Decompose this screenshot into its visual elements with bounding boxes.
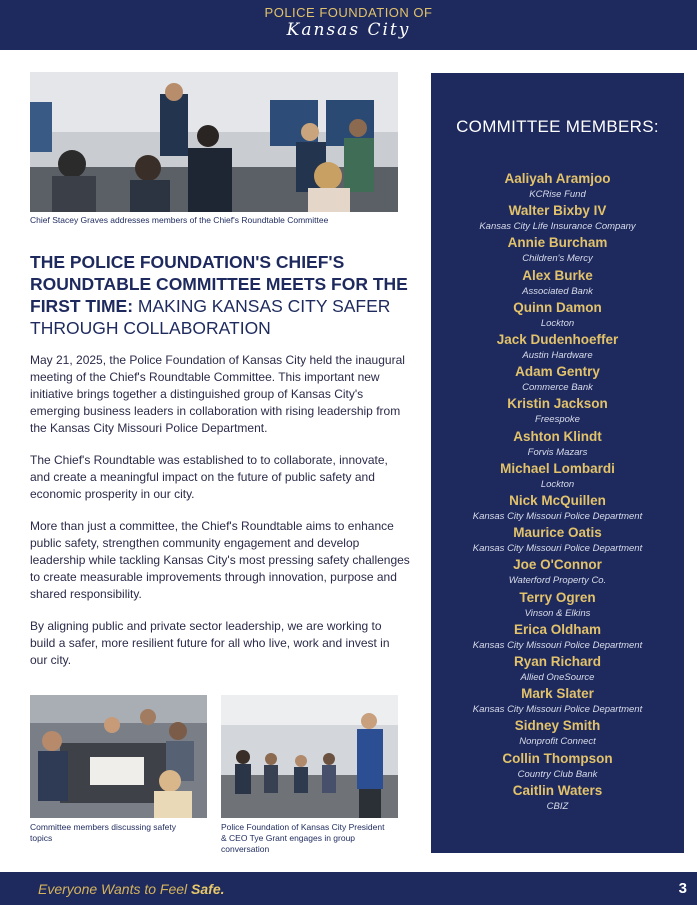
member-organization: Commerce Bank <box>522 382 593 394</box>
headline-bold: THE POLICE FOUNDATION'S CHIEF'S ROUNDTABLE COMMITTEE MEETS FOR THE FIRST TIME: <box>30 252 408 316</box>
discussion-photo-caption: Committee members discussing safety topics <box>30 822 176 843</box>
member-organization: Allied OneSource <box>520 672 595 684</box>
member-organization: Kansas City Missouri Police Department <box>472 639 643 651</box>
member-organization: Associated Bank <box>522 285 593 297</box>
footer-tagline <box>38 881 225 897</box>
header-bar <box>0 0 697 50</box>
member-name: Jack Dudenhoeffer <box>496 332 619 348</box>
member-organization: Country Club Bank <box>517 768 598 780</box>
page-number: 3 <box>678 880 687 897</box>
logo-line2: Kansas City <box>286 20 411 40</box>
article-paragraph-4: By aligning public and private sector leadership, we are working to build a safer, more resilient future for all who live, work and invest in our city. <box>30 619 390 667</box>
member-name: Aaliyah Aramjoo <box>504 171 611 186</box>
member-organization: KCRise Fund <box>529 189 586 200</box>
member-name: Kristin Jackson <box>507 396 608 412</box>
conversation-photo <box>221 695 398 818</box>
foundation-logo <box>0 6 697 40</box>
article-paragraph-3: More than just a committee, the Chief's Roundtable aims to enhance public safety, strengthen community engagement and develop leadership while tackling Kansas City's most pressing safety challenges to create measurable improvements through innovation, purpose and shared responsibility. <box>30 519 410 601</box>
member-name: Erica Oldham <box>513 621 602 637</box>
tagline-text: Everyone Wants to Feel <box>38 881 192 897</box>
member-name: Sidney Smith <box>514 718 601 734</box>
member-organization: Kansas City Missouri Police Department <box>472 511 643 523</box>
committee-panel <box>431 73 684 853</box>
member-name: Terry Ogren <box>519 589 596 605</box>
member-organization: Forvis Mazars <box>527 446 588 458</box>
member-organization: Freespoke <box>535 414 580 426</box>
member-name: Collin Thompson <box>502 750 613 766</box>
article-paragraph-1: May 21, 2025, the Police Foundation of Kansas City held the inaugural meeting of the Chief's Roundtable Committee. This important new initiative brings together a distinguished group of Kansas City's emerging business leaders in collaboration with rising leadership from the Kansas City Missouri Police Department. <box>30 353 405 435</box>
committee-title: COMMITTEE MEMBERS: <box>456 117 659 136</box>
member-name: Caitlin Waters <box>512 782 603 798</box>
tagline-emphasis: Safe. <box>191 881 225 897</box>
footer-bar <box>0 872 697 905</box>
member-organization: Austin Hardware <box>522 350 593 362</box>
member-organization: Kansas City Missouri Police Department <box>472 704 643 716</box>
article-headline <box>30 251 410 339</box>
member-organization: Kansas City Life Insurance Company <box>479 221 636 233</box>
member-name: Ryan Richard <box>513 654 602 670</box>
member-name: Michael Lombardi <box>500 460 615 476</box>
member-name: Walter Bixby IV <box>508 203 607 219</box>
member-organization: Lockton <box>540 317 575 329</box>
member-organization: CBIZ <box>546 800 569 812</box>
conversation-photo-caption: Police Foundation of Kansas City President & CEO Tye Grant engages in group conversation <box>221 822 385 854</box>
member-name: Alex Burke <box>522 267 593 283</box>
headline-light: MAKING KANSAS CITY SAFER THROUGH COLLABORATION <box>30 296 391 338</box>
logo-line1: POLICE FOUNDATION OF <box>264 5 433 20</box>
member-organization: Kansas City Missouri Police Department <box>472 543 643 555</box>
main-photo-caption: Chief Stacey Graves addresses members of the Chief's Roundtable Committee <box>30 215 329 225</box>
member-name: Joe O'Connor <box>513 557 602 573</box>
member-name: Ashton Klindt <box>513 428 602 444</box>
member-organization: Nonprofit Connect <box>519 736 596 748</box>
member-name: Adam Gentry <box>515 364 600 380</box>
committee-member-list <box>431 170 684 814</box>
member-name: Mark Slater <box>521 686 594 702</box>
member-organization: Children's Mercy <box>522 253 593 265</box>
member-organization: Waterford Property Co. <box>508 575 607 587</box>
member-name: Annie Burcham <box>507 235 608 251</box>
member-organization: Vinson & Elkins <box>524 607 591 619</box>
member-organization: Lockton <box>540 478 575 490</box>
discussion-photo <box>30 695 207 818</box>
main-photo <box>30 72 398 212</box>
member-name: Maurice Oatis <box>513 525 602 541</box>
article-paragraph-2: The Chief's Roundtable was established to to collaborate, innovate, and create a meaningful impact on the future of public safety and economic prosperity in our city. <box>30 453 388 501</box>
member-name: Nick McQuillen <box>509 493 606 509</box>
member-name: Quinn Damon <box>513 299 602 315</box>
